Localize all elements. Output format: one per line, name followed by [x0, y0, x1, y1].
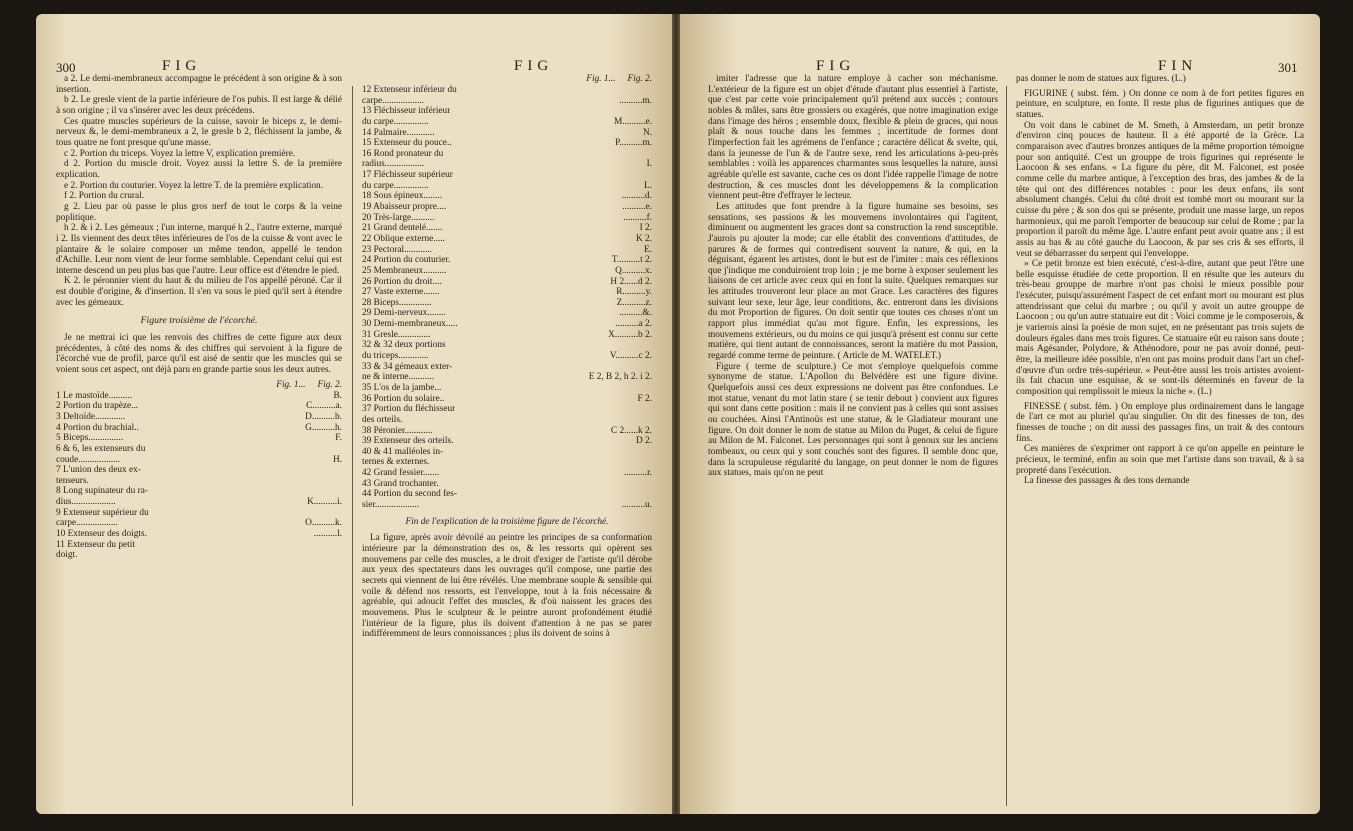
figure-ref: D..........b.	[305, 412, 342, 422]
column-right	[1016, 74, 1304, 487]
list-item	[362, 436, 652, 447]
list-item	[56, 476, 342, 487]
figure-ref	[648, 362, 652, 373]
list-item	[56, 412, 342, 423]
muscle-index	[362, 74, 652, 511]
muscle-name: 30 Demi-membraneux.....	[362, 319, 458, 330]
muscle-name: 5 Biceps...............	[56, 433, 124, 444]
muscle-name: 29 Demi-nerveux........	[362, 308, 446, 319]
muscle-name: 7 L'union des deux ex-	[56, 465, 141, 476]
list-item	[56, 444, 342, 455]
list-item	[362, 159, 652, 170]
figure-ref: ..........a 2.	[615, 319, 652, 330]
muscle-name: 24 Portion du couturier.	[362, 255, 451, 266]
figure-ref: ..........e.	[622, 202, 652, 213]
list-item	[362, 85, 652, 96]
figure-ref	[648, 340, 652, 351]
muscle-name: 21 Grand dentelé.......	[362, 223, 443, 234]
list-item	[56, 550, 342, 561]
figure-ref	[338, 476, 342, 487]
muscle-name: 3 Deltoïde.............	[56, 412, 126, 422]
column-rule	[352, 86, 353, 806]
figure-ref	[648, 415, 652, 426]
list-item	[362, 170, 652, 181]
muscle-name: 2 Portion du trapèze...	[56, 401, 139, 412]
figure-ref: I.	[646, 159, 652, 170]
muscle-name: 17 Fléchisseur supérieur	[362, 170, 453, 181]
muscle-name: 9 Extenseur supérieur du	[56, 507, 149, 518]
muscle-name: ternes & externes.	[362, 457, 430, 468]
list-item	[56, 518, 342, 529]
figure-ref: Z..........z.	[616, 297, 652, 308]
figure-ref	[648, 457, 652, 468]
muscle-name: 27 Vaste externe.......	[362, 287, 440, 298]
list-item	[56, 508, 342, 519]
figure-ref: F 2.	[637, 393, 652, 404]
muscle-name: du triceps.............	[362, 351, 429, 362]
figure-ref	[648, 404, 652, 415]
figure-ref	[648, 85, 652, 96]
figure-ref: G..........h.	[305, 422, 342, 433]
list-item	[362, 128, 652, 139]
paragraph: imiter l'adresse que la nature employe à cacher son méchanisme. L'extérieur de la figure est un objet d'étude d'autant plus essentiel à l'artiste, que c'est par cette voie principalement qu'il prétend aux succès ; contours nobles & mâles, sans être grossiers ou exagérés, que notre imagination exige dans l'image des héros ; ensemble doux, flexible & plein de graces, qui nous plaît & nous touche dans les femmes ; incertitude de formes dont l'imperfection fait les agrémens de l'enfance ; caractère délicat & svelte, qui, dans la jeunesse de l'un & de l'autre sexe, rend les articulations à-peu-près semblables : voilà les apparences charmantes sous lesquelles la nature, aussi agréable qu'elle est savante, cache ces os dont l'idée rappelle l'image de notre destruction, & ces muscles dont les développemens & la complication viennent peut-être d'effrayer le lecteur.	[708, 74, 998, 202]
muscle-name: 31 Gresle..............	[362, 329, 431, 340]
paragraph: h 2. & i 2. Les gémeaux ; l'un interne, marqué h 2., l'autre externe, marqué i 2. Ils viennent des deux têtes inférieures de l'os de la cuisse & vont avec le plantaire & le solaire composer un même tendon, appellé le tendon d'Achille. Leur nom vient de leur forme semblable. Cependant celui qui est interne descend un peu plus bas que l'autre. Leur office est d'étendre le pied.	[56, 223, 342, 276]
muscle-name: 13 Fléchisseur inférieur	[362, 106, 451, 117]
figure-ref: L.	[643, 180, 652, 191]
list-item	[362, 277, 652, 288]
figure-ref: P..........m.	[615, 138, 652, 149]
paragraph: d 2. Portion du muscle droit. Voyez aussi la lettre S. de la première explication.	[56, 159, 342, 180]
figure-ref	[648, 106, 652, 117]
figure-ref: M..........e.	[614, 116, 652, 127]
muscle-name: 8 Long supinateur du ra-	[56, 486, 148, 497]
muscle-name: carpe..................	[362, 95, 424, 106]
right-page	[680, 14, 1320, 814]
figure-ref	[338, 444, 342, 455]
list-header: Fig. 1... Fig. 2.	[276, 379, 342, 390]
muscle-name: 16 Rond pronateur du	[362, 148, 444, 159]
muscle-name: 38 Péronier............	[362, 425, 433, 436]
list-item	[362, 372, 652, 383]
muscle-name: 26 Portion du droit....	[362, 276, 442, 287]
muscle-name: 39 Extenseur des orteils.	[362, 436, 454, 447]
figure-ref	[338, 508, 342, 519]
list-item	[362, 500, 652, 511]
figure-ref: K 2.	[635, 233, 652, 244]
figure-ref: Q..........x.	[615, 265, 652, 276]
list-item	[56, 455, 342, 466]
list-item	[362, 308, 652, 319]
muscle-name: 6 & 6, les extenseurs du	[56, 443, 146, 454]
list-item	[362, 457, 652, 468]
muscle-name: 35 L'os de la jambe...	[362, 382, 442, 393]
muscle-name: 14 Palmaire............	[362, 127, 435, 138]
figure-ref: D 2.	[635, 436, 652, 447]
paragraph: K 2. le péronnier vient du haut & du milieu de l'os appellé péroné. Car il est double d'origine, & d'insertion. Il s'en va sous le pied qu'il sert à étendre avec les gémeaux.	[56, 276, 342, 308]
list-item	[362, 479, 652, 490]
muscle-name: dius...................	[56, 497, 116, 508]
muscle-name: 19 Abaisseur propre....	[362, 202, 447, 213]
list-item	[362, 117, 652, 128]
list-item	[56, 423, 342, 434]
section-heading: Fin de l'explication de la troisième figure de l'écorché.	[405, 516, 609, 527]
muscle-name: 23 Pectoral............	[362, 244, 432, 255]
muscle-name: 42 Grand fessier.......	[362, 468, 440, 479]
list-item	[362, 383, 652, 394]
list-item	[362, 404, 652, 415]
list-item	[56, 529, 342, 540]
paragraph: Les attitudes que font prendre à la figure humaine ses besoins, ses sensations, ses passions & les mouvemens involontaires qui l'agitent, diminuent ou augmentent les graces dont sa construction la rend susceptible. J'aurois pu ajouter la mode; car elle établit des conventions d'attitudes, de parures & de formes qui contredisent souvent la nature, & qui, en la déguisant, égarent les artistes, dont le but est de l'imiter : mais ces réflexions que j'indique me conduiroient trop loin ; je me borne à exposer seulement les liaisons de cet article avec ceux qui en font la suite. Quelques remarques sur les attitudes trouveront leur place au mot Grace. Les caractères des figures suivant leur sexe, leur âge, leur conditions, &c. entreront dans les divisions du mot Proportion de figures. On doit sentir que toutes ces choses n'ont un rapport plus immédiat qu'au mot figure. Enfin, les expressions, les mouvemens extérieurs, ou du moins ce qui jusqu'à présent est connu sur cette matière, qui tient autant de connoissances, seront la matière du mot Passion, regardé comme terme de peinture. ( Article de M. WATELET.)	[708, 201, 998, 362]
figure-ref: E.	[643, 244, 652, 255]
paragraph: La figure, après avoir dévoilé au peintre les principes de sa conformation intérieure par la démonstration des os, & les ressorts qui opèrent ses mouvemens par celle des muscles, a le droit d'exiger de l'artiste qu'il dérobe aux yeux des spectateurs dans les ouvrages qu'il compose, une partie des secrets qui viennent de lui être révélés. Une membrane souple & sensible qui voile & défend nos ressorts, est l'enveloppe, tout à la fois nécessaire & agréable, qui adoucit l'effet des muscles, & d'où naissent les graces des mouvemens. Plus le sculpteur & le peintre auront profondément étudié l'intérieur de la figure, plus ils doivent d'attention à ne pas se parer indifféremment de leurs connoissances ; plus ils doivent de soins à	[362, 533, 652, 640]
figure-ref	[338, 540, 342, 551]
figure-ref: T..........t 2.	[611, 255, 652, 266]
muscle-name: 18 Sous épineux........	[362, 191, 443, 202]
paragraph: e 2. Portion du couturier. Voyez la lettre T. de la première explication.	[64, 180, 324, 191]
paragraph: Ces quatre muscles supérieurs de la cuisse, savoir le biceps z, le demi-nerveux &, le demi-membraneux a 2, le gresle b 2, fléchissent la jambe, & tous quatre ne font presque qu'une masse.	[56, 116, 342, 148]
list-item	[362, 426, 652, 437]
muscle-name: doigt.	[56, 550, 78, 561]
paragraph: g 2. Lieu par où passe le plus gros nerf de tout le corps & la veine poplitique.	[56, 201, 342, 223]
paragraph: La finesse des passages & des tons demande	[1024, 476, 1190, 487]
section-heading: Figure troisième de l'écorché.	[140, 315, 258, 327]
list-item	[362, 468, 652, 479]
figure-ref: ..........m.	[619, 95, 652, 106]
list-item	[362, 191, 652, 202]
list-item	[56, 401, 342, 412]
list-item	[362, 287, 652, 298]
muscle-name: sier...................	[362, 499, 420, 510]
figure-ref: K..........i.	[307, 497, 342, 508]
list-item	[362, 138, 652, 149]
list-item	[56, 486, 342, 497]
muscle-name: carpe..................	[56, 518, 118, 529]
muscle-name: radius.................	[362, 159, 425, 170]
muscle-name: 43 Grand trochanter.	[362, 478, 439, 489]
paragraph: Je ne mettrai ici que les renvois des chiffres de cette figure aux deux précédentes, à côté des noms & des chiffres qui servoient à la figure de l'écorché vue de profil, parce qu'il est aisé de sentir que les muscles qui se voient sous cet aspect, ont déjà paru en grande partie sous les deux autres.	[56, 333, 342, 376]
figure-ref	[648, 149, 652, 160]
muscle-name: des orteils.	[362, 414, 403, 425]
muscle-name: du carpe...............	[362, 180, 429, 191]
figure-ref	[648, 383, 652, 394]
figure-ref: H 2......d 2.	[610, 276, 652, 287]
figure-ref: V..........c 2.	[609, 351, 652, 362]
figure-ref: C 2......k 2.	[610, 425, 652, 436]
list-header: Fig. 1... Fig. 2.	[586, 74, 652, 84]
list-item	[56, 465, 342, 476]
column-left	[56, 74, 342, 561]
paragraph: On voit dans le cabinet de M. Smeth, à Amsterdam, un petit bronze d'environ cinq pouces de hauteur. Il a été apporté de la Grèce. La comparaison avec d'autres bronzes antiques de la même proportion témoigne pour son antiquité. C'est un grouppe de trois figurines qui représente le Laocoon & ses enfans. « La figure du père, dit M. Falconet, est posée comme celle du marbre antique, à l'exception des bras, des jambes & de la tête qui ont des différences notables : pour les deux enfans, ils sont absolument changés. Celui du côté droit est tombé mort ou mourant sur la cuisse du père ; & son dos qui se présente, produit une masse large, un repos harmonieux, qui me paroît l'emporter de beaucoup sur celui de Rome ; par la proportion il paroît du même âge. L'autre enfant peut avoir quatre ans ; il est assis au bas & au côté gauche du Laocoon, & par ses cris & ses efforts, il veut se débarrasser du serpent qui l'enveloppe.	[1016, 120, 1304, 259]
figure-ref	[648, 447, 652, 458]
running-header: FIG	[162, 58, 202, 74]
list-item	[362, 245, 652, 256]
list-item	[362, 223, 652, 234]
list-item	[362, 340, 652, 351]
figure-ref: ..........r.	[623, 468, 652, 479]
muscle-name: 10 Extenseur des doigts.	[56, 529, 147, 540]
list-item	[56, 391, 342, 402]
list-item	[362, 213, 652, 224]
muscle-name: 36 Portion du solaire..	[362, 393, 445, 404]
list-item	[362, 181, 652, 192]
column-rule	[1006, 86, 1007, 806]
running-header: FIN	[1158, 58, 1198, 74]
muscle-name: 22 Oblique externe.....	[362, 233, 445, 244]
figure-ref	[338, 465, 342, 476]
running-header: FIG	[514, 58, 554, 74]
figure-ref: N.	[642, 127, 652, 138]
figure-ref: B.	[333, 390, 342, 401]
paragraph: c 2. Portion du triceps. Voyez la lettre V, explication première.	[64, 148, 296, 159]
list-item	[362, 394, 652, 405]
entry-figurine: FIGURINE ( subst. fém. ) On donne ce nom à de fort petites figures en peinture, en sculpture, en fonte. Il reste plus de figurines antiques que de statues.	[1016, 88, 1304, 120]
paragraph: a 2. Le demi-membraneux accompagne le précédent à son origine & à son insertion.	[56, 74, 342, 95]
figure-ref: E 2, B 2, h 2. i 2.	[588, 372, 652, 383]
list-item	[362, 319, 652, 330]
list-item	[362, 96, 652, 107]
muscle-name: 11 Extenseur du petit	[56, 539, 135, 550]
muscle-name: 40 & 41 malléoles in-	[362, 446, 444, 457]
muscle-name: ne & interne...........	[362, 372, 435, 383]
muscle-name: 1 Le mastoïde..........	[56, 390, 132, 401]
figure-ref: ..........l.	[313, 529, 342, 540]
muscle-name: 15 Extenseur du pouce..	[362, 138, 452, 149]
figure-ref: X..........b 2.	[608, 329, 652, 340]
list-item	[362, 330, 652, 341]
figure-ref	[338, 550, 342, 561]
muscle-name: 33 & 34 gémeaux exter-	[362, 361, 453, 372]
figure-ref: C..........a.	[306, 401, 342, 412]
list-item	[362, 447, 652, 458]
list-item	[362, 255, 652, 266]
muscle-name: 12 Extenseur inférieur du	[362, 85, 457, 95]
running-header: FIG	[816, 58, 856, 74]
list-rows	[362, 85, 652, 511]
muscle-name: 44 Portion du second fes-	[362, 489, 458, 500]
figure-ref	[338, 486, 342, 497]
list-item	[56, 433, 342, 444]
muscle-name: 20 Très-large..........	[362, 212, 435, 223]
list-item	[362, 234, 652, 245]
paragraph: » Ce petit bronze est bien exécuté, c'est-à-dire, autant que peut l'être une belle esquisse étudiée de cette proportion. Il en résulte que les auteurs du très-beau grouppe de marbre n'ont pas choisi le mieux possible pour l'exécuter, puisqu'assurément l'aspect de cet enfant mort ou mourant est plus attendrissant que celui du marbre ; ou qu'il y avoit un autre grouppe de Laocoon ; ou qu'un autre statuaire eut dit : Voici comme je le composerois, & je varierois ainsi la poésie de mon sujet, en ne présentant pas trois sujets de douleurs égales dans mes trois figures. Ce statuaire eût eu raison sans doute ; mais Agésander, Polydore, & Athénodore, pour ne pas avoir donné, peut-être, la meilleure idée possible, n'en ont pas moins produit dans l'art un chef-d'œuvre d'un ordre très-supérieur. « Peut-être aussi les trois artistes avoient-ils fait chacun une esquisse, & se sont-ils déterminés en faveur de la composition qui remplissoit le mieux la niche ». (L.)	[1016, 259, 1304, 398]
figure-ref: H.	[332, 454, 342, 465]
figure-ref: I 2.	[639, 223, 652, 234]
muscle-index	[56, 380, 342, 561]
list-item	[362, 362, 652, 373]
entry-finesse: FINESSE ( subst. fém. ) On employe plus ordinairement dans le langage de l'art ce mot au pluriel qu'au singulier. On dit des finesses de ton, des finesses de touche ; on dit aussi des passages fins, un trait & des contours fins.	[1016, 401, 1304, 444]
paragraph: pas donner le nom de statues aux figures. (L.)	[1016, 74, 1186, 84]
list-rows	[56, 391, 342, 561]
list-item	[56, 540, 342, 551]
muscle-name: 32 & 32 deux portions	[362, 340, 446, 351]
figure-ref: ..........d.	[621, 191, 652, 202]
text-block	[56, 74, 342, 308]
column-right	[362, 74, 652, 640]
paragraph: Ces manières de s'exprimer ont rapport à ce qu'on appelle en peinture le précieux, le terminé, enfin au soin que met l'artiste dans son travail, & à sa propreté dans l'exécution.	[1016, 444, 1304, 476]
list-item	[362, 351, 652, 362]
left-page	[36, 14, 672, 814]
paragraph: Figure ( terme de sculpture.) Ce mot s'employe quelquefois comme synonyme de statue. L'Apollon du Belvédère est une figure divine. Quelquefois aussi ces deux expressions ne doivent pas être confondues. Le mot statue, venant du mot latin stare ( se tenir debout ) convient aux figures qui sont dans cette position : mais il ne convient pas à celles qui sont assises ou couchées. Ainsi l'Antinoüs est une statue, & le Gladiateur mourant une figure. On doit donner le nom de statue au Milon du Puget, & celui de figure au Milon de M. Falconet. Les personnages qui sont à genoux sur les anciens tombeaux, ou ceux qui y sont couchés sont des figures. Il semble donc que, dans la scrupuleuse régularité du langage, on peut donner le nom de figures aux statues, mais qu'on ne peut	[708, 361, 998, 479]
list-item	[362, 106, 652, 117]
page-number: 300	[56, 60, 76, 75]
muscle-name: du carpe...............	[362, 116, 429, 127]
figure-ref: F.	[335, 433, 342, 444]
list-item	[362, 149, 652, 160]
figure-ref: R..........y.	[616, 287, 652, 298]
muscle-name: coude..................	[56, 454, 121, 465]
page-number: 301	[1278, 60, 1298, 75]
list-item	[56, 497, 342, 508]
paragraph: b 2. Le gresle vient de la partie inférieure de l'os pubis. Il est large & délié à son origine ; il va s'insérer avec les deux précédens.	[56, 95, 342, 116]
list-item	[362, 415, 652, 426]
muscle-name: 28 Biceps..............	[362, 297, 432, 308]
figure-ref	[648, 489, 652, 500]
muscle-name: 4 Portion du brachial..	[56, 422, 139, 433]
figure-ref	[648, 170, 652, 181]
list-item	[362, 266, 652, 277]
muscle-name: 25 Membraneux..........	[362, 265, 447, 276]
entry-term: FIGURINE	[1024, 88, 1068, 99]
column-left	[708, 74, 998, 479]
muscle-name: tenseurs.	[56, 475, 89, 486]
list-item	[362, 298, 652, 309]
figure-ref: O..........k.	[305, 518, 342, 529]
paragraph: f 2. Portion du crural.	[64, 191, 145, 202]
muscle-name: 37 Portion du fléchisseur	[362, 404, 456, 415]
figure-ref: ..........f.	[623, 212, 652, 223]
entry-term: FINESSE	[1024, 401, 1061, 412]
figure-ref	[648, 479, 652, 490]
list-item	[362, 202, 652, 213]
figure-ref: ..........u.	[621, 499, 652, 510]
figure-ref: ..........&.	[619, 308, 652, 319]
list-item	[362, 489, 652, 500]
